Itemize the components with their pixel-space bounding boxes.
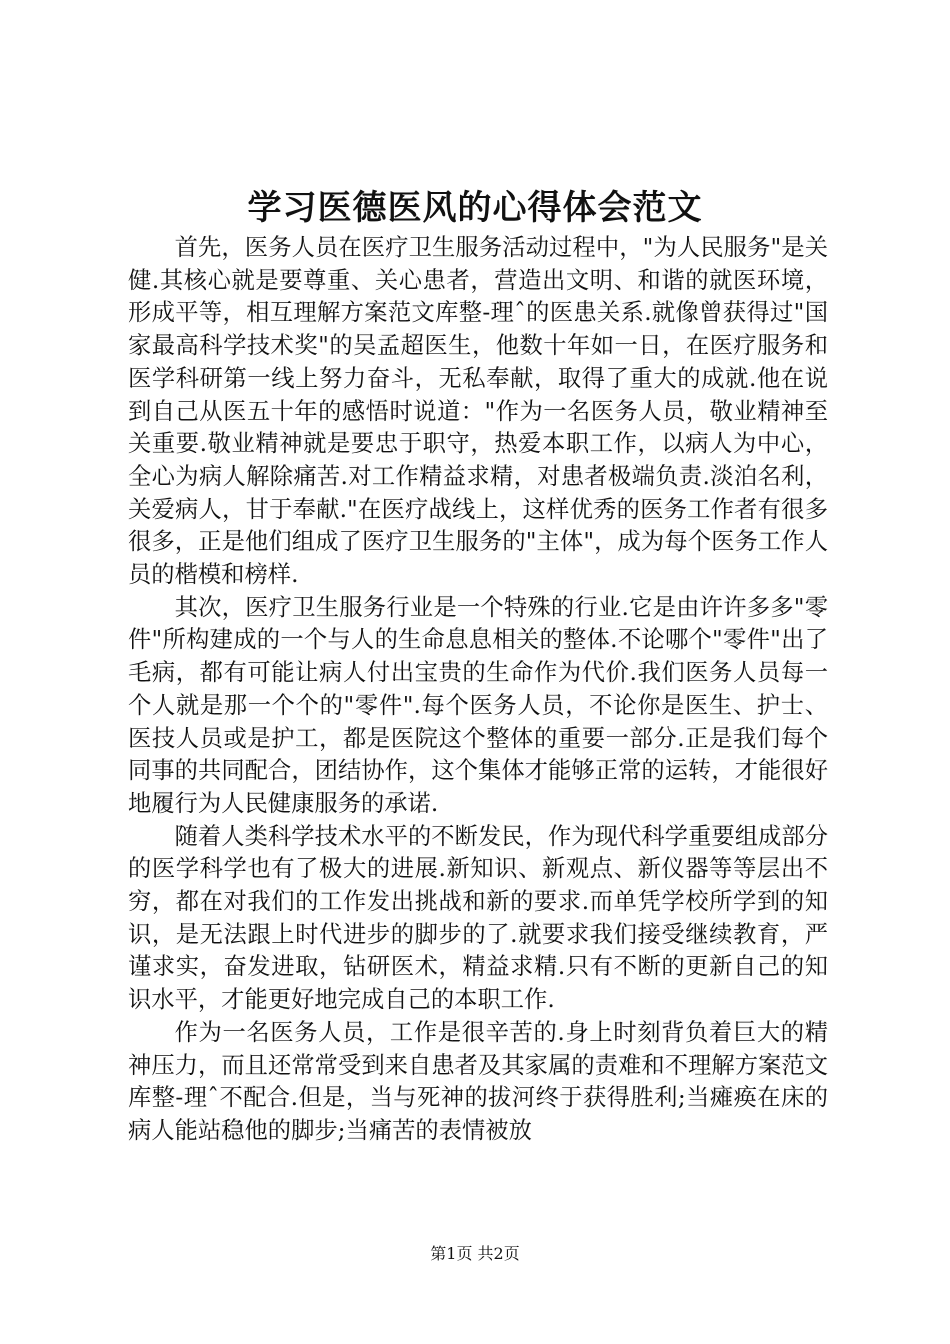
paragraph-2: 其次，医疗卫生服务行业是一个特殊的行业.它是由许许多多"零件"所构建成的一个与人的生命息息相关的整体.不论哪个"零件"出了毛病，都有可能让病人付出宝贵的生命作为代价.我们医务人员每一个人就是那一个个的"零件".每个医务人员，不论你是医生、护士、医技人员或是护工，都是医院这个整体的重要一部分.正是我们每个同事的共同配合，团结协作，这个集体才能够正常的运转，才能很好地履行为人民健康服务的承诺. [128,593,828,817]
document-body [128,232,828,1148]
paragraph-3: 随着人类科学技术水平的不断发民，作为现代科学重要组成部分的医学科学也有了极大的进展.新知识、新观点、新仪器等等层出不穷，都在对我们的工作发出挑战和新的要求.而单凭学校所学到的知识，是无法跟上时代进步的脚步的了.就要求我们接受继续教育，严谨求实，奋发进取，钻研医术，精益求精.只有不断的更新自己的知识水平，才能更好地完成自己的本职工作. [128,822,828,1014]
paragraph-1: 首先，医务人员在医疗卫生服务活动过程中，"为人民服务"是关健.其核心就是要尊重、关心患者，营造出文明、和谐的就医环境，形成平等，相互理解方案范文库整-理ˆ的医患关系.就像曾获得过"国家最高科学技术奖"的吴孟超医生，他数十年如一日，在医疗服务和医学科研第一线上努力奋斗，无私奉献，取得了重大的成就.他在说到自己从医五十年的感悟时说道："作为一名医务人员，敬业精神至关重要.敬业精神就是要忠于职守，热爱本职工作，以病人为中心，全心为病人解除痛苦.对工作精益求精，对患者极端负责.淡泊名利，关爱病人，甘于奉献."在医疗战线上，这样优秀的医务工作者有很多很多，正是他们组成了医疗卫生服务的"主体"，成为每个医务工作人员的楷模和榜样. [128,234,828,589]
document-title: 学习医德医风的心得体会范文 [247,188,703,228]
page-number-footer: 第1页 共2页 [430,1244,520,1263]
paragraph-4: 作为一名医务人员，工作是很辛苦的.身上时刻背负着巨大的精神压力，而且还常常受到来自患者及其家属的责难和不理解方案范文库整-理ˆ不配合.但是，当与死神的拔河终于获得胜利;当瘫痪在床的病人能站稳他的脚步;当痛苦的表情被放 [128,1018,828,1144]
